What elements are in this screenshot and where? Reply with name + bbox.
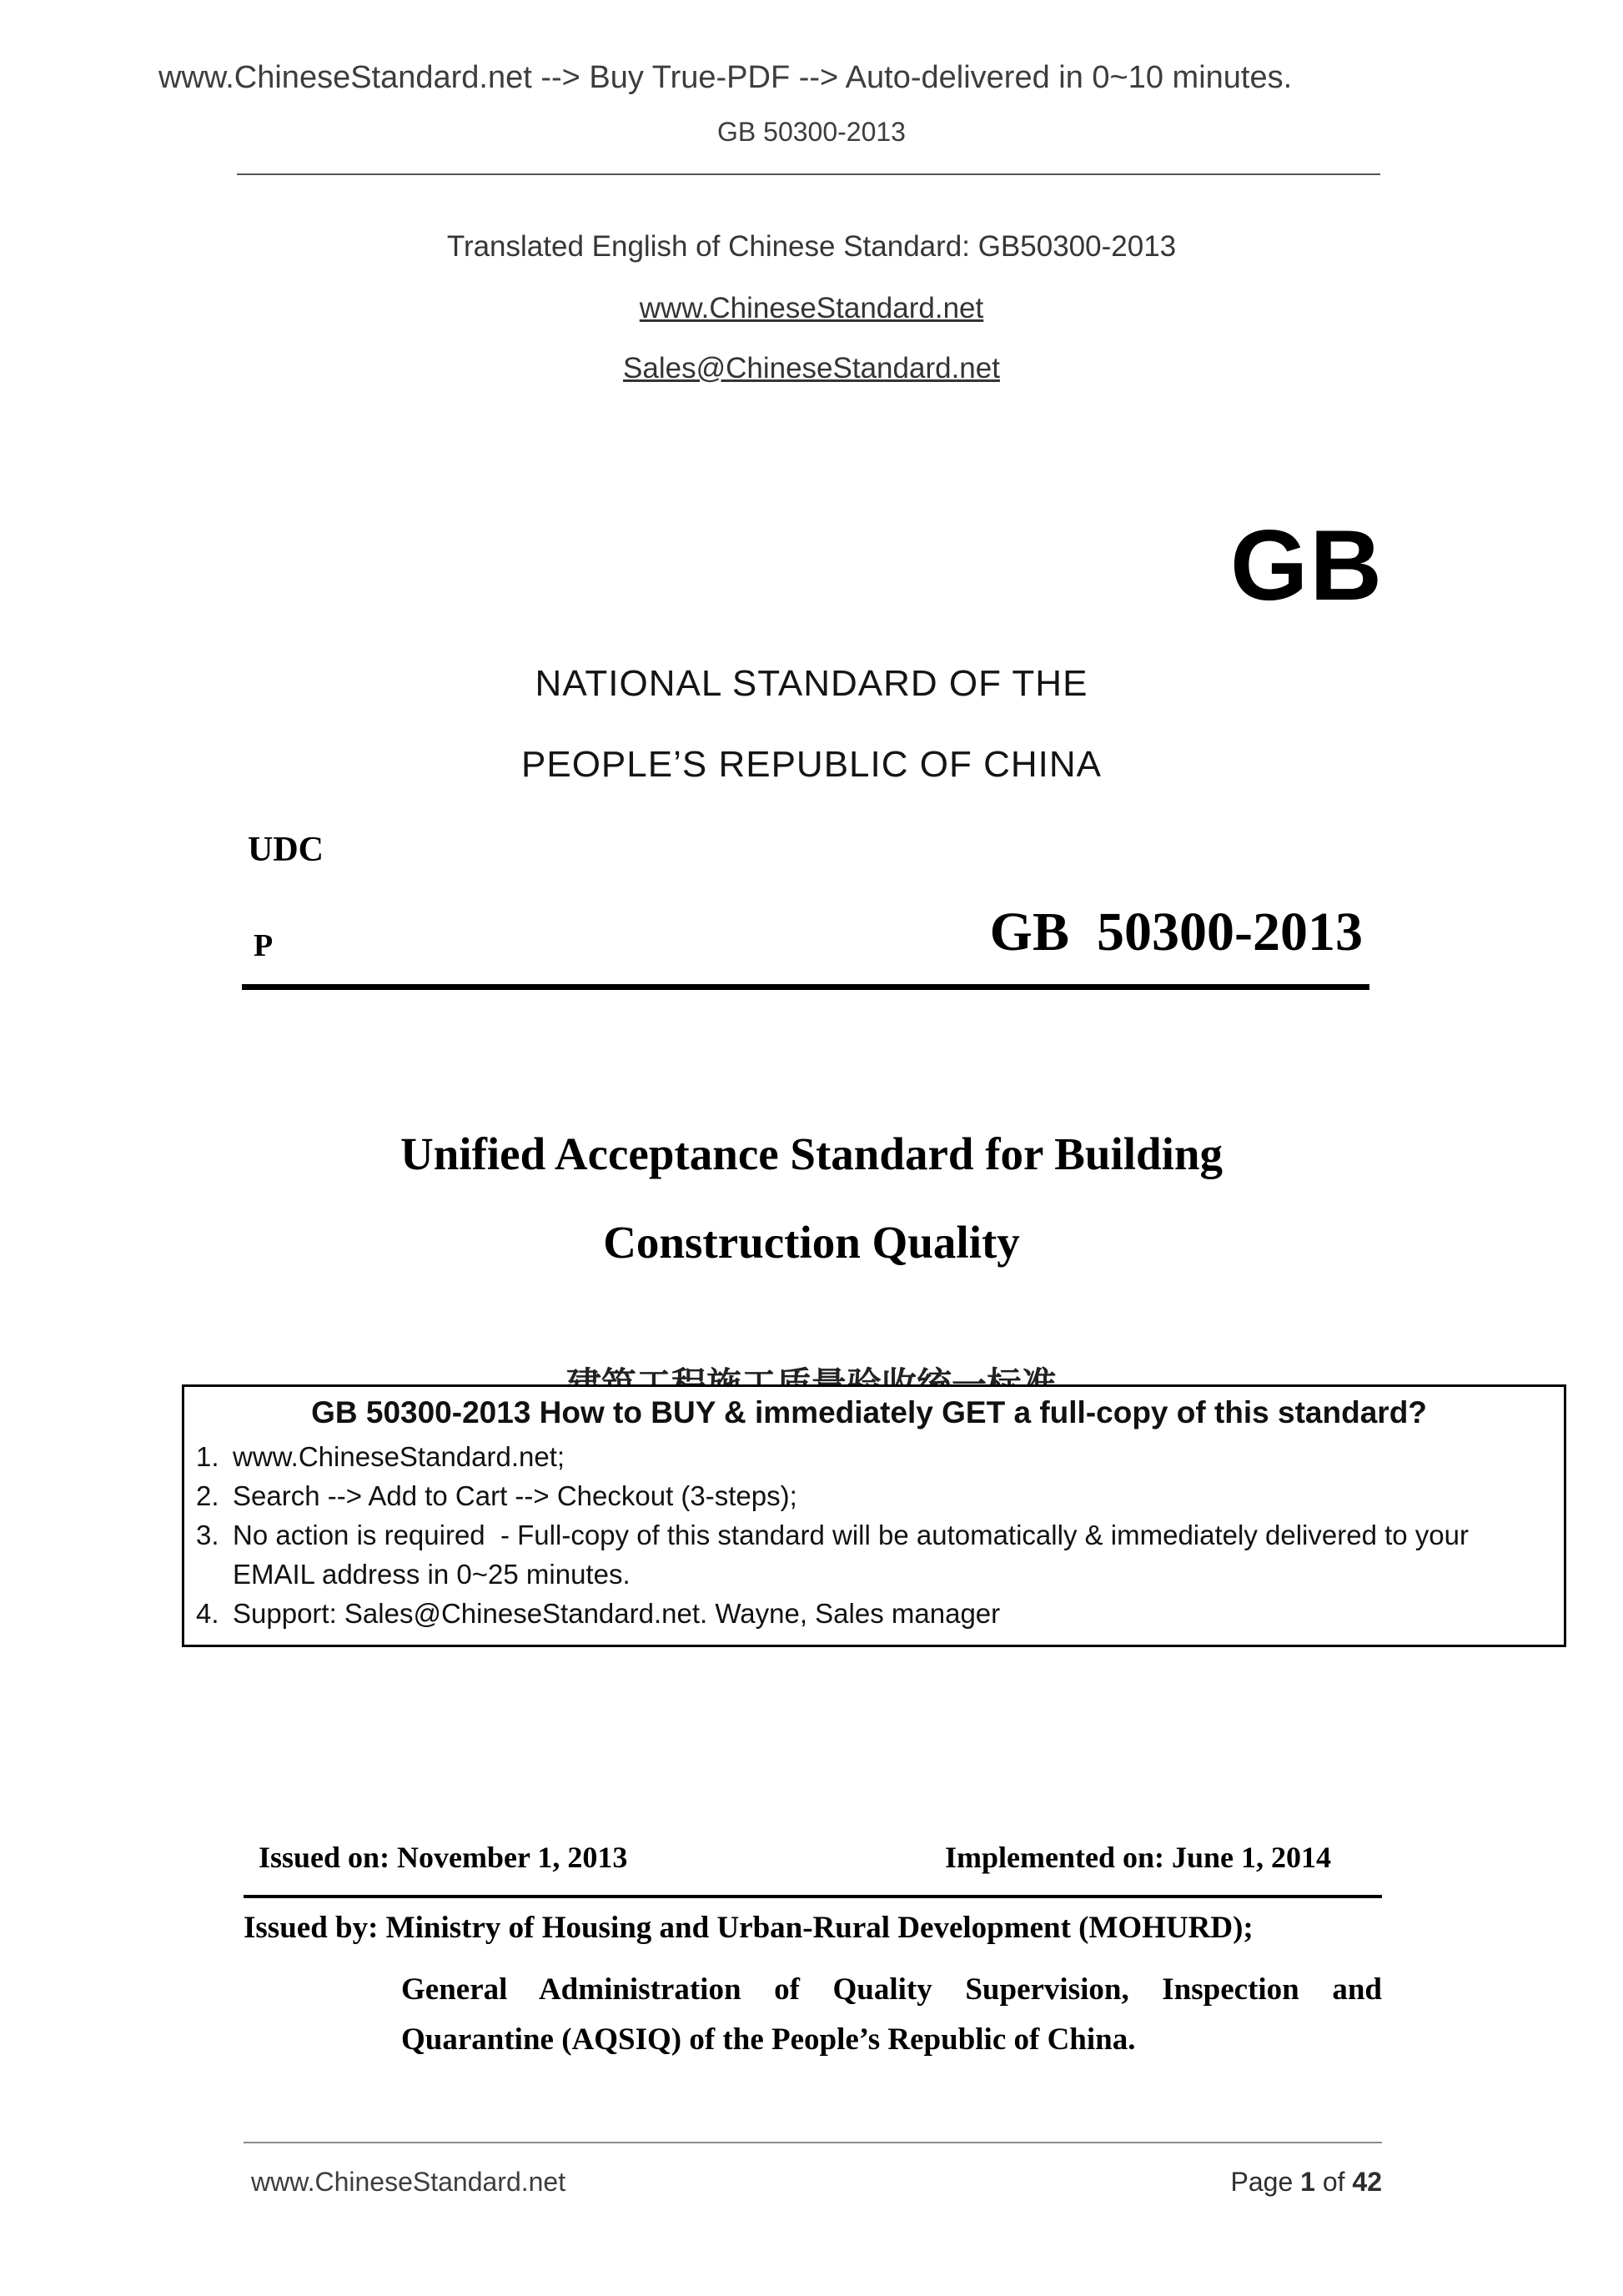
item-text: www.ChineseStandard.net; — [233, 1441, 565, 1472]
item-number: 4. — [196, 1598, 219, 1629]
issued-by-line: Issued by: Ministry of Housing and Urban-Rural Development (MOHURD); — [244, 1911, 1254, 1945]
gb-logo-text: GB — [1230, 510, 1384, 621]
site-link-row — [0, 292, 1623, 325]
site-link[interactable]: www.ChineseStandard.net — [639, 292, 984, 324]
national-standard-line2: PEOPLE’S REPUBLIC OF CHINA — [521, 744, 1102, 785]
issued-on-date: Issued on: November 1, 2013 — [259, 1841, 628, 1874]
issuer-line2: Quarantine (AQSIQ) of the People’s Republic of China. — [401, 2022, 1136, 2057]
issuer-paragraph — [401, 1965, 1382, 2065]
page-total: 42 — [1352, 2167, 1382, 2197]
page-indicator — [1231, 2167, 1382, 2198]
buy-box-title: GB 50300-2013 How to BUY & immediately GET a full-copy of this standard? — [311, 1395, 1427, 1429]
standard-code-large: GB 50300-2013 — [989, 902, 1363, 962]
item-text: No action is required - Full-copy of this standard will be automatically & immediately delivered to your EMAIL address in 0~25 minutes. — [233, 1520, 1477, 1590]
buy-info-box — [182, 1384, 1566, 1647]
item-text: Support: Sales@ChineseStandard.net. Wayne, Sales manager — [233, 1598, 1001, 1629]
issuer-line1: General Administration of Quality Supervision, Inspection and — [401, 1972, 1382, 2007]
item-number: 1. — [196, 1441, 219, 1472]
header-tagline: www.ChineseStandard.net --> Buy True-PDF --> Auto-delivered in 0~10 minutes. — [158, 60, 1293, 95]
of-label: of — [1322, 2167, 1345, 2197]
dates-divider — [244, 1895, 1382, 1898]
footer-divider — [244, 2142, 1382, 2143]
header-standard-code: GB 50300-2013 — [717, 117, 906, 147]
buy-box-item-3 — [189, 1515, 1549, 1594]
udc-label: UDC — [248, 831, 324, 869]
translated-line: Translated English of Chinese Standard: GB50300-2013 — [446, 230, 1177, 263]
buy-box-item-2 — [189, 1476, 1549, 1515]
document-title-line1: Unified Acceptance Standard for Building — [399, 1128, 1224, 1179]
item-text: Search --> Add to Cart --> Checkout (3-steps); — [233, 1480, 797, 1511]
buy-box-item-4 — [189, 1594, 1549, 1633]
p-classification-label: P — [254, 928, 274, 963]
footer-site-link[interactable]: www.ChineseStandard.net — [251, 2167, 566, 2197]
page-number: 1 — [1300, 2167, 1315, 2197]
buy-box-item-1 — [189, 1437, 1549, 1476]
national-standard-line1: NATIONAL STANDARD OF THE — [535, 663, 1088, 704]
item-number: 3. — [196, 1520, 219, 1550]
page-label: Page — [1230, 2167, 1294, 2197]
item-number: 2. — [196, 1480, 219, 1511]
title-divider — [242, 984, 1369, 990]
implemented-on-date: Implemented on: June 1, 2014 — [945, 1841, 1332, 1874]
header-divider — [237, 173, 1380, 175]
chinese-title-partial — [0, 1358, 1623, 1384]
sales-email-link[interactable]: Sales@ChineseStandard.net — [623, 352, 1000, 384]
sales-link-row — [0, 352, 1623, 385]
document-title-line2: Construction Quality — [603, 1217, 1020, 1268]
